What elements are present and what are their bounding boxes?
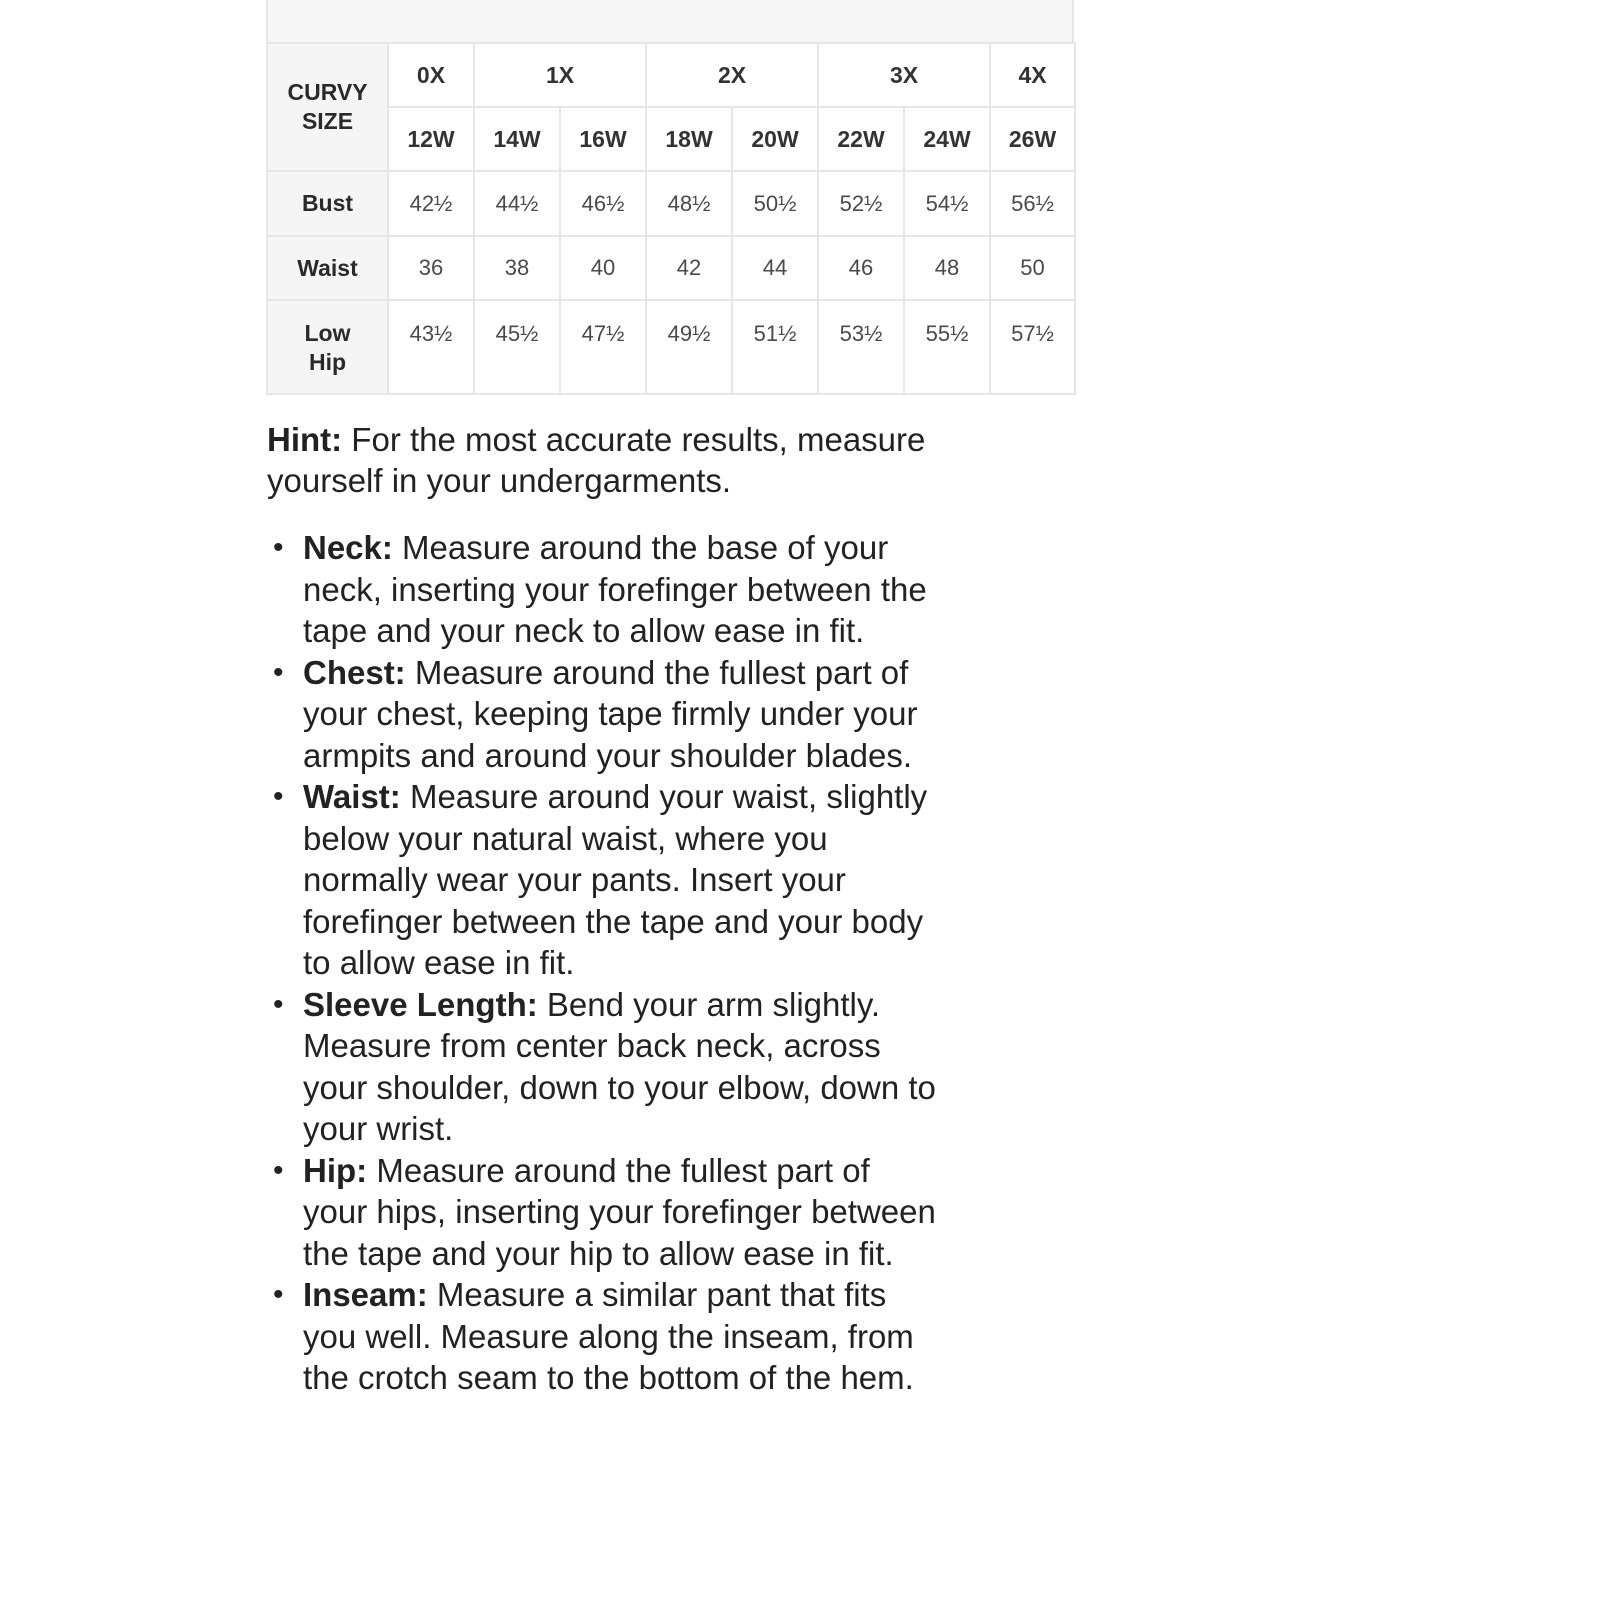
list-item-inseam — [273, 1274, 943, 1399]
list-item-waist — [273, 776, 943, 984]
table-cell: 42 — [646, 236, 732, 300]
size-group-1x: 1X — [474, 43, 646, 107]
table-cell: 54½ — [904, 171, 990, 236]
tip-term: Waist: — [303, 778, 401, 815]
measurement-tips-list — [267, 527, 943, 1399]
table-cell: 50 — [990, 236, 1075, 300]
tip-term: Sleeve Length: — [303, 985, 538, 1023]
table-cell: 42½ — [388, 171, 474, 236]
tip-term: Neck: — [303, 529, 393, 566]
tip-term: Hip: — [303, 1151, 368, 1189]
low-hip-row — [267, 300, 1075, 394]
table-cell: 48 — [904, 236, 990, 300]
bust-label: Bust — [267, 171, 388, 236]
low-hip-label-text: Low Hip — [304, 320, 351, 375]
bullet-icon: • — [273, 531, 284, 564]
table-cell: 45½ — [474, 300, 560, 394]
tip-text: Measure around the fullest part of your hips, inserting your forefinger between the tape and your hip to allow ease in fit. — [303, 1151, 936, 1272]
bullet-icon: • — [273, 780, 284, 813]
hint-label: Hint: — [267, 421, 343, 458]
table-cell: 48½ — [646, 171, 732, 236]
tip-text: Measure a similar pant that fits you well. Measure along the inseam, from the crotch seam to the bottom of the hem. — [303, 1276, 914, 1396]
low-hip-label — [267, 300, 388, 394]
table-cell: 55½ — [904, 300, 990, 394]
table-cell: 49½ — [646, 300, 732, 394]
size-12w: 12W — [388, 107, 474, 171]
size-group-header-row — [267, 43, 1075, 107]
bullet-icon: • — [273, 655, 284, 689]
table-cell: 44½ — [474, 171, 560, 236]
size-22w: 22W — [818, 107, 904, 171]
bullet-icon: • — [273, 1153, 284, 1187]
tip-text: Measure around the base of your neck, inserting your forefinger between the tape and your neck to allow ease in fit. — [303, 529, 927, 649]
hint-text: For the most accurate results, measure yourself in your undergarments. — [267, 421, 926, 499]
table-cell: 51½ — [732, 300, 818, 394]
table-cell: 57½ — [990, 300, 1075, 394]
size-header-row — [267, 107, 1075, 171]
curvy-size-header — [267, 43, 388, 171]
size-16w: 16W — [560, 107, 646, 171]
size-group-2x: 2X — [646, 43, 818, 107]
table-cell: 46 — [818, 236, 904, 300]
size-26w: 26W — [990, 107, 1075, 171]
size-14w: 14W — [474, 107, 560, 171]
size-20w: 20W — [732, 107, 818, 171]
tip-text: Bend your arm slightly. Measure from center back neck, across your shoulder, down to your elbow, down to your wrist. — [303, 985, 936, 1147]
table-cell: 56½ — [990, 171, 1075, 236]
list-item-neck — [273, 527, 943, 652]
table-top-strip — [266, 0, 1074, 42]
hint-paragraph — [267, 419, 967, 501]
bullet-icon: • — [273, 987, 284, 1021]
bust-row — [267, 171, 1075, 236]
tip-term: Inseam: — [303, 1276, 428, 1313]
size-group-0x: 0X — [388, 43, 474, 107]
waist-row — [267, 236, 1075, 300]
bullet-icon: • — [273, 1278, 284, 1311]
size-group-4x: 4X — [990, 43, 1075, 107]
list-item-chest — [273, 652, 943, 777]
table-cell: 50½ — [732, 171, 818, 236]
table-cell: 52½ — [818, 171, 904, 236]
size-chart-table — [266, 42, 1076, 395]
tip-term: Chest: — [303, 653, 406, 691]
size-24w: 24W — [904, 107, 990, 171]
table-cell: 47½ — [560, 300, 646, 394]
waist-label: Waist — [267, 236, 388, 300]
table-cell: 43½ — [388, 300, 474, 394]
tip-text: Measure around the fullest part of your chest, keeping tape firmly under your armpits and around your shoulder blades. — [303, 653, 918, 774]
table-cell: 44 — [732, 236, 818, 300]
list-item-hip — [273, 1150, 943, 1275]
size-group-3x: 3X — [818, 43, 990, 107]
tip-text: Measure around your waist, slightly below your natural waist, where you normally wear your pants. Insert your forefinger between the tape and your body to allow ease in fit. — [303, 778, 928, 981]
table-cell: 40 — [560, 236, 646, 300]
table-cell: 38 — [474, 236, 560, 300]
table-cell: 36 — [388, 236, 474, 300]
list-item-sleeve-length — [273, 984, 943, 1150]
table-cell: 53½ — [818, 300, 904, 394]
curvy-size-label: CURVY SIZE — [287, 79, 368, 134]
table-cell: 46½ — [560, 171, 646, 236]
size-18w: 18W — [646, 107, 732, 171]
